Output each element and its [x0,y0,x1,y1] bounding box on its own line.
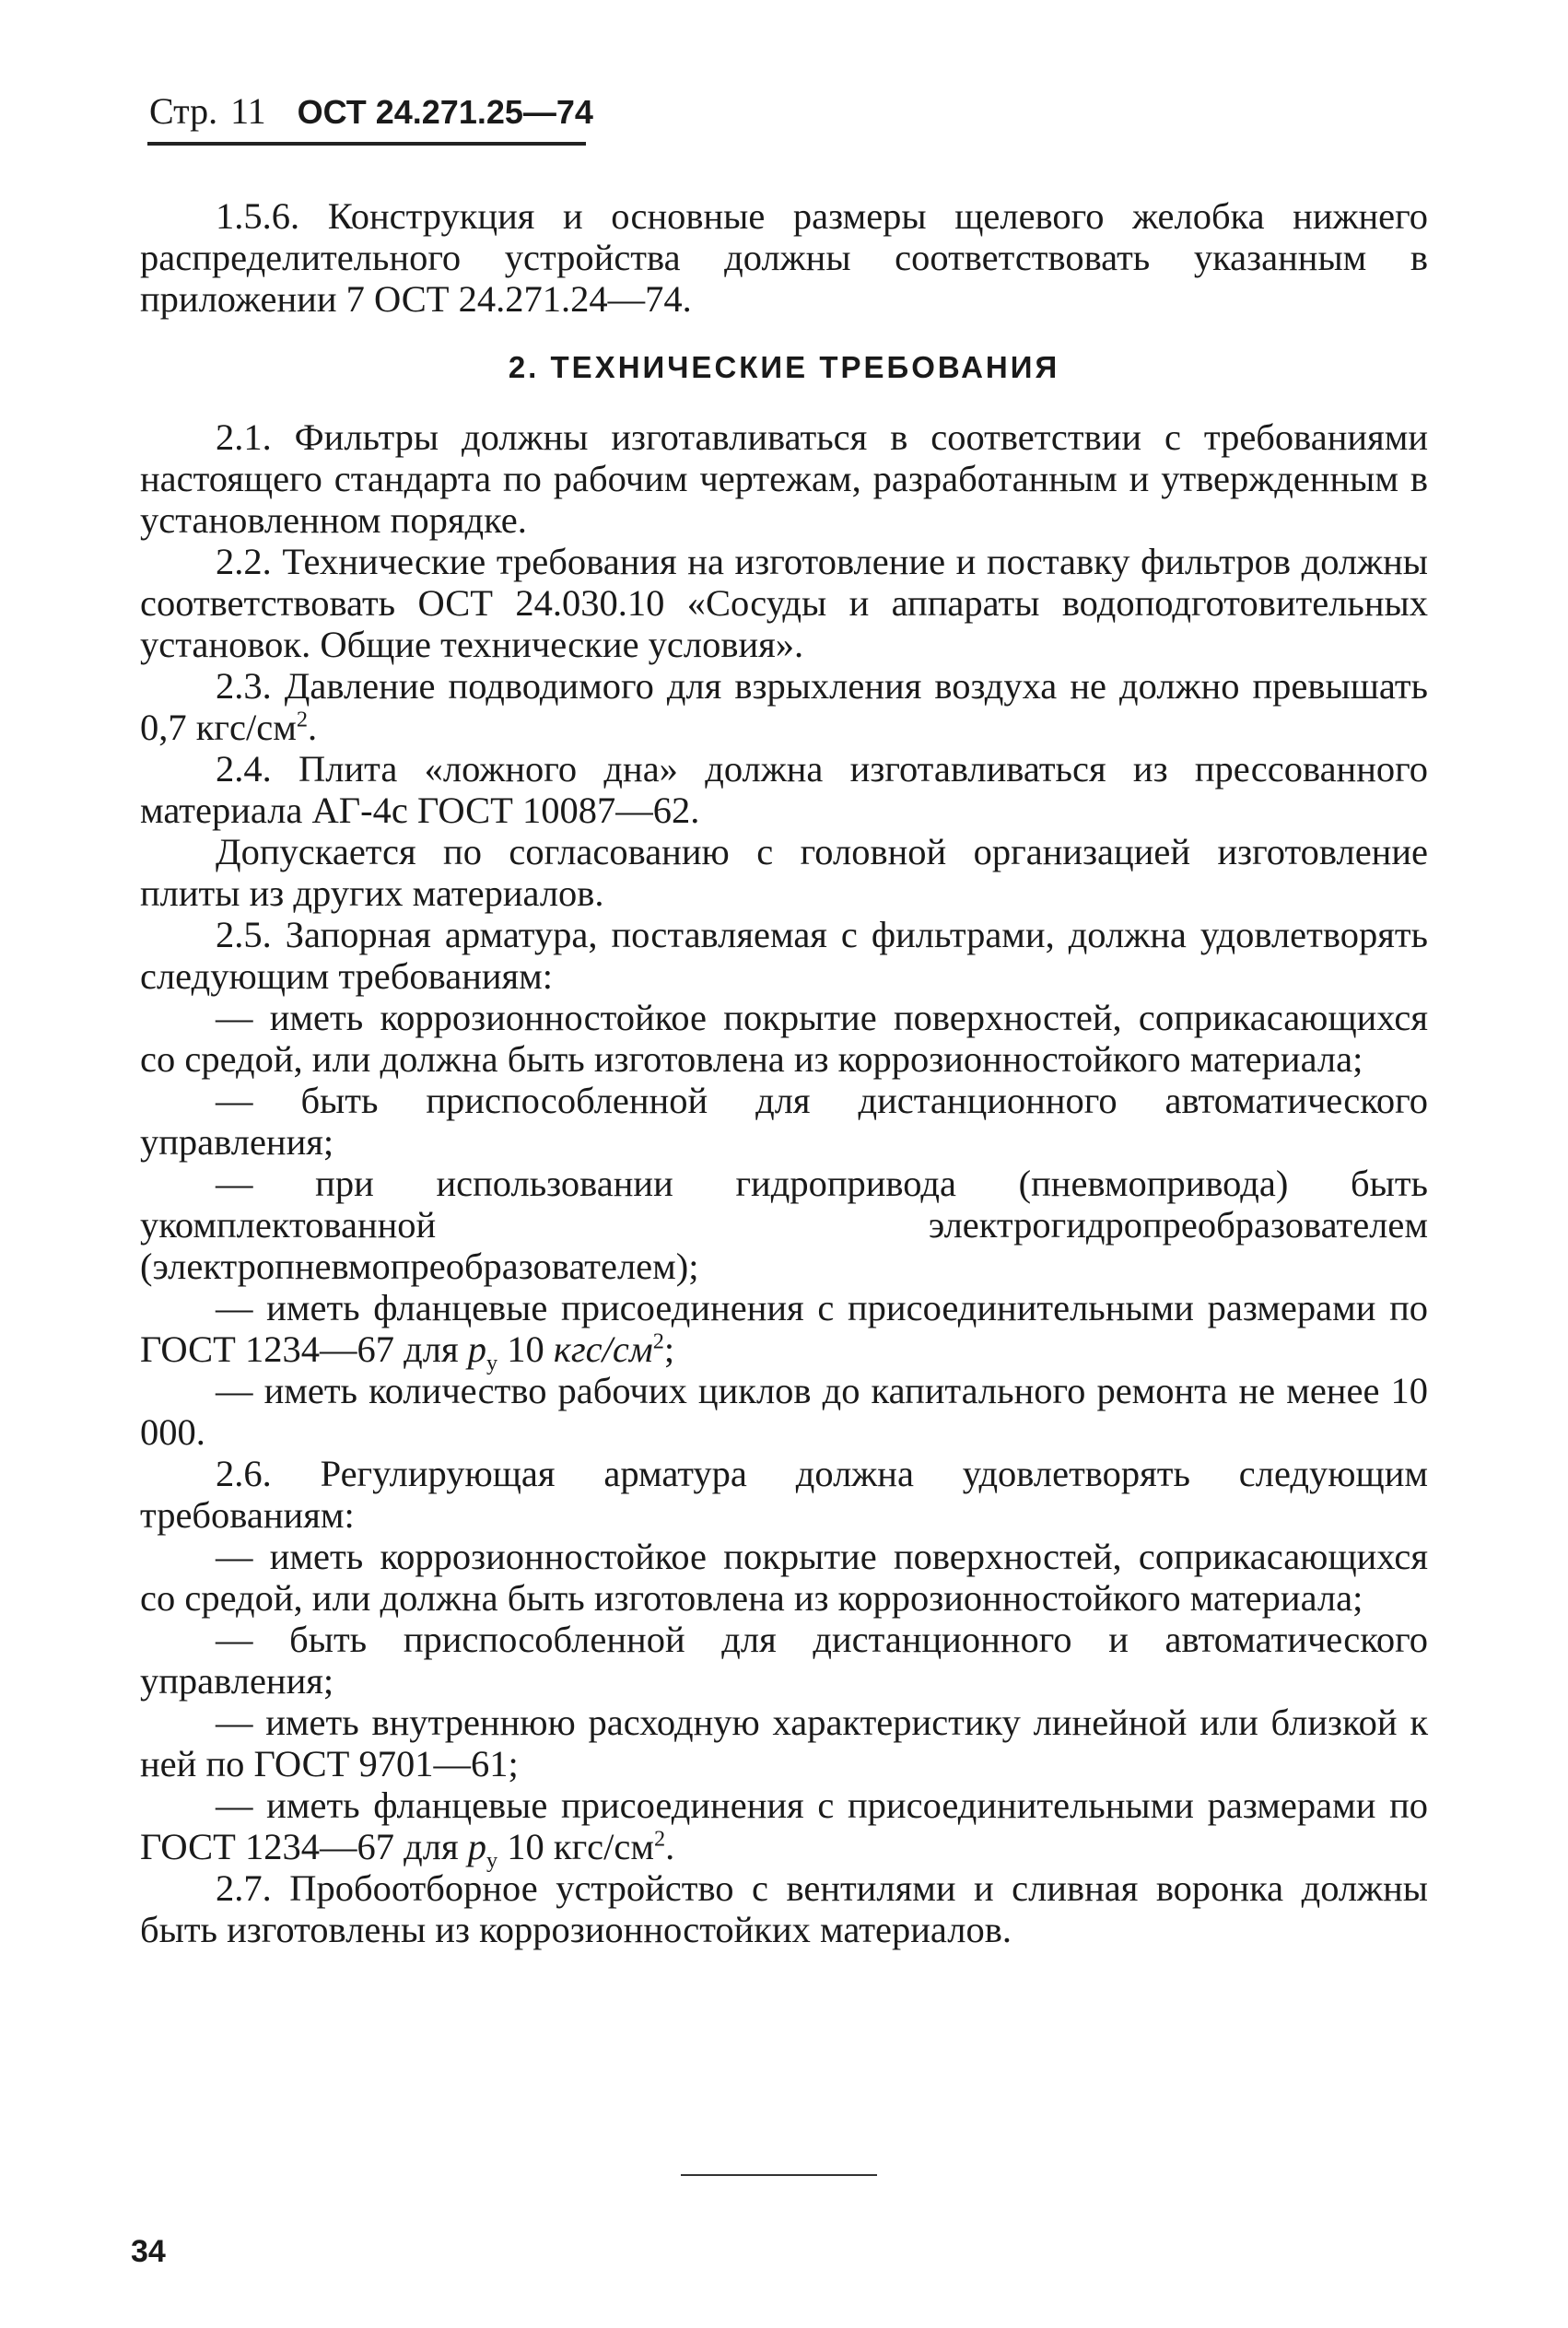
pressure-symbol: p [467,1826,486,1867]
list-item: — иметь коррозионностойкое покрытие поверхностей, соприкасающихся со средой, или должна быть изготовлена из коррозионностойкого материала; [140,1536,1428,1619]
section-title-technical-requirements: 2. ТЕХНИЧЕСКИЕ ТРЕБОВАНИЯ [508,350,1060,384]
list-item: — при использовании гидропривода (пневмопривода) быть укомплектованной электрогидропреобразователем (электропневмопреобразователем); [140,1163,1428,1287]
unit: кгс/см [553,1328,653,1370]
paragraph-2-3-text: 2.3. Давление подводимого для взрыхления воздуха не должно превышать 0,7 кгс/см [140,665,1428,748]
paragraph-2-1: 2.1. Фильтры должны изготавливаться в соответствии с требованиями настоящего стандарта по рабочим чертежам, разработанным и утвержденным в установленном порядке. [140,416,1428,541]
paragraph-2-4-note: Допускается по согласованию с головной организацией изготовление плиты из других материалов. [140,831,1428,914]
header-standard-code: ОСТ 24.271.25—74 [297,93,593,131]
subscript: у [486,1351,498,1376]
page-header [149,88,593,135]
list-item [140,1784,1428,1874]
superscript: 2 [652,1328,664,1354]
paragraph-2-5: 2.5. Запорная арматура, поставляемая с фильтрами, должна удовлетворять следующим требованиям: [140,914,1428,997]
paragraph-2-4: 2.4. Плита «ложного дна» должна изготавливаться из прессованного материала АГ-4с ГОСТ 10087—62. [140,748,1428,831]
list-item: — иметь коррозионностойкое покрытие поверхностей, соприкасающихся со средой, или должна быть изготовлена из коррозионностойкого материала; [140,997,1428,1080]
superscript: 2 [654,1826,666,1852]
list-item-text: 10 [497,1328,554,1370]
superscript: 2 [296,707,309,732]
header-rule [147,142,586,146]
pressure-symbol: p [467,1328,486,1370]
header-page-number: 11 [230,90,266,132]
paragraph-2-3-end: . [308,707,318,748]
list-item: — быть приспособленной для дистанционного автоматического управления; [140,1080,1428,1163]
list-item-end: ; [663,1328,675,1370]
list-item-text: — иметь фланцевые присоединения с присоединительными размерами по ГОСТ 1234—67 для [140,1784,1428,1867]
page-number: 34 [131,2234,166,2269]
document-body [140,195,1428,1950]
list-item: — быть приспособленной для дистанционного и автоматического управления; [140,1619,1428,1702]
paragraph-2-3 [140,665,1428,748]
list-item-text: 10 кгс/см [497,1826,655,1867]
list-item [140,1287,1428,1376]
subscript: у [486,1848,498,1874]
list-item-text: — иметь фланцевые присоединения с присоединительными размерами по ГОСТ 1234—67 для [140,1287,1428,1370]
list-item: — иметь количество рабочих циклов до капитального ремонта не менее 10 000. [140,1370,1428,1453]
paragraph-2-2: 2.2. Технические требования на изготовление и поставку фильтров должны соответствовать ОСТ 24.030.10 «Сосуды и аппараты водоподготовительных установок. Общие технические условия». [140,541,1428,665]
paragraph-2-7: 2.7. Пробоотборное устройство с вентилями и сливная воронка должны быть изготовлены из коррозионностойких материалов. [140,1867,1428,1950]
header-page-label: Стр. [149,90,218,132]
paragraph-1-5-6: 1.5.6. Конструкция и основные размеры щелевого желобка нижнего распределительного устройства должны соответствовать указанным в приложении 7 ОСТ 24.271.24—74. [140,195,1428,320]
list-item: — иметь внутреннюю расходную характеристику линейной или близкой к ней по ГОСТ 9701—61; [140,1702,1428,1784]
footer-rule [681,2174,877,2176]
paragraph-2-6: 2.6. Регулирующая арматура должна удовлетворять следующим требованиям: [140,1453,1428,1536]
list-item-end: . [665,1826,675,1867]
